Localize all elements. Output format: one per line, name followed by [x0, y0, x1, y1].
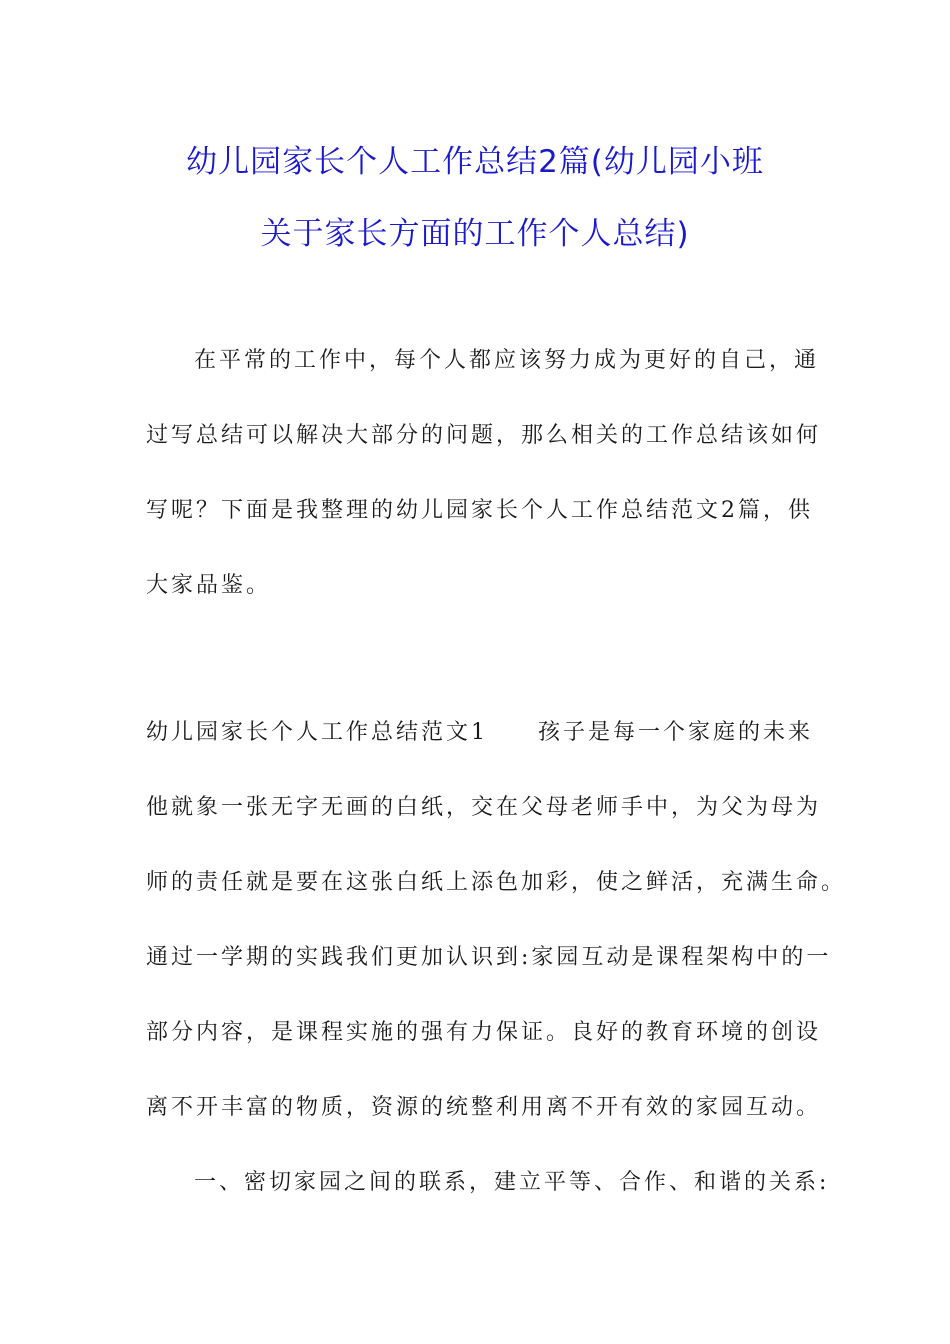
section-1-line-6: 离不开丰富的物质，资源的统整利用离不开有效的家园互动。: [146, 1095, 822, 1120]
intro-line-1: 在平常的工作中，每个人都应该努力成为更好的自己，通: [194, 348, 820, 373]
section-1-line-2: 他就象一张无字无画的白纸，交在父母老师手中，为父为母为: [146, 795, 822, 820]
title-line-2: 关于家长方面的工作个人总结): [260, 216, 690, 252]
section-1-line-4: 通过一学期的实践我们更加认识到:家园互动是课程架构中的一: [146, 945, 832, 970]
intro-line-4: 大家品鉴。: [146, 573, 272, 598]
section-heading-1: 一、密切家园之间的联系，建立平等、合作、和谐的关系:: [194, 1170, 830, 1195]
section-1-line-5: 部分内容，是课程实施的强有力保证。良好的教育环境的创设: [146, 1020, 822, 1045]
intro-line-2: 过写总结可以解决大部分的问题，那么相关的工作总结该如何: [146, 423, 822, 448]
section-1-line-1: 幼儿园家长个人工作总结范文1 孩子是每一个家庭的未来: [146, 720, 813, 745]
section-1-line-3: 师的责任就是要在这张白纸上添色加彩，使之鲜活，充满生命。: [146, 870, 847, 895]
intro-line-3: 写呢？下面是我整理的幼儿园家长个人工作总结范文2篇，供: [146, 498, 813, 523]
title-line-1: 幼儿园家长个人工作总结2篇(幼儿园小班: [186, 144, 764, 180]
